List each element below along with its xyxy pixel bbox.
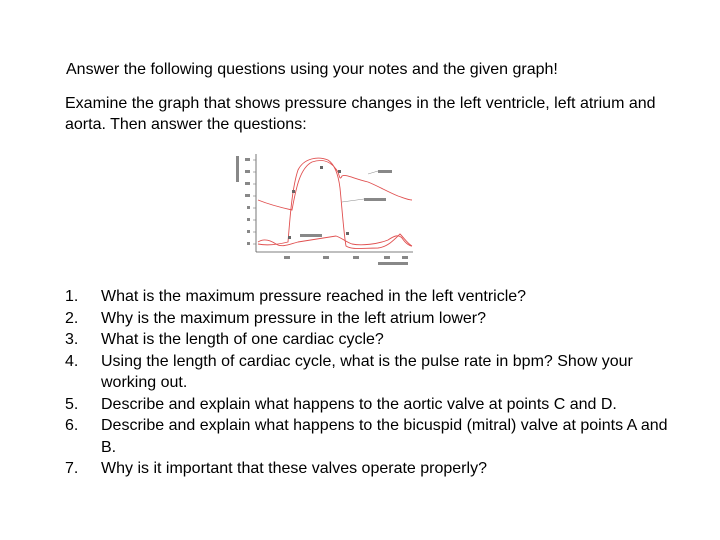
intro-paragraph: Examine the graph that shows pressure changes in the left ventricle, left atrium and aorta. Then answer the questions: [65, 95, 656, 133]
question-item [65, 351, 675, 394]
question-text: What is the length of one cardiac cycle? [101, 331, 384, 348]
question-text: Why is the maximum pressure in the left atrium lower? [101, 309, 487, 327]
x-tick-labels [284, 256, 408, 259]
question-list [65, 286, 675, 480]
point-marker-top [320, 166, 323, 169]
y-ticks [253, 160, 256, 244]
question-item [65, 308, 675, 330]
question-number: 5. [65, 395, 79, 413]
question-number: 2. [65, 309, 79, 327]
left-ventricle-label [364, 198, 386, 201]
question-text: Describe and explain what happens to the bicuspid (mitral) valve at points A and B. [101, 417, 668, 456]
point-markers [288, 170, 349, 239]
pressure-graph [228, 148, 428, 270]
question-text: Using the length of cardiac cycle, what is the pulse rate in bpm? Show your working out. [101, 352, 633, 391]
page-heading: Answer the following questions using your notes and the given graph! [66, 61, 558, 78]
question-item [65, 286, 675, 308]
question-text: Why is it important that these valves operate properly? [101, 460, 487, 477]
question-text: Describe and explain what happens to the aortic valve at points C and D. [101, 395, 617, 413]
question-number: 6. [65, 417, 79, 434]
question-number: 1. [65, 288, 79, 305]
question-text: What is the maximum pressure reached in the left ventricle? [101, 288, 527, 305]
question-number: 7. [65, 460, 79, 477]
question-number: 4. [65, 352, 79, 370]
y-axis-label [236, 156, 239, 182]
y-tick-labels [245, 158, 250, 245]
question-item [65, 458, 675, 480]
question-item [65, 415, 675, 458]
question-item [65, 329, 675, 351]
question-number: 3. [65, 331, 79, 348]
question-item [65, 394, 675, 416]
x-axis-label [378, 262, 408, 265]
left-atrium-pressure-curve [258, 236, 412, 246]
aorta-label [378, 170, 392, 173]
left-atrium-label [300, 234, 322, 237]
